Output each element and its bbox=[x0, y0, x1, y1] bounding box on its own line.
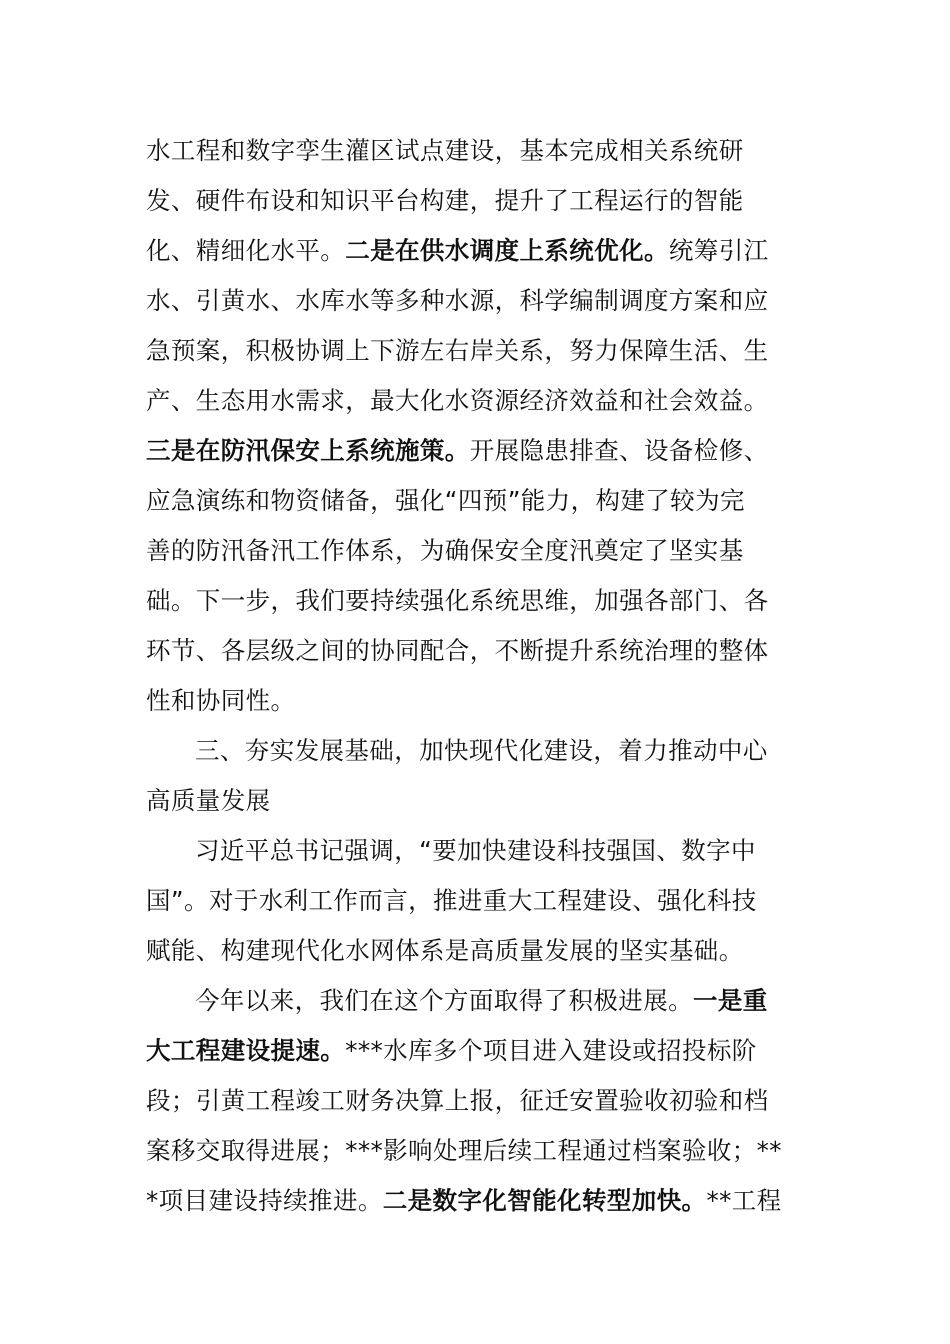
section-heading-line: 高质量发展 bbox=[146, 786, 271, 815]
text-line: 产、生态用水需求，最大化水资源经济效益和社会效益。 bbox=[146, 386, 769, 415]
bold-heading: 大工程建设提速。 bbox=[146, 1036, 346, 1065]
text-line: 段；引黄工程竣工财务决算上报，征迁安置验收初验和档 bbox=[146, 1086, 769, 1115]
text-line: 赋能、构建现代化水网体系是高质量发展的坚实基础。 bbox=[146, 936, 744, 965]
text-line: 应急演练和物资储备，强化“四预”能力，构建了较为完 bbox=[146, 486, 745, 515]
text-line: 发、硬件布设和知识平台构建，提升了工程运行的智能 bbox=[146, 186, 744, 215]
text-line: 大工程建设提速。***水库多个项目进入建设或招投标阶 bbox=[146, 1036, 757, 1065]
text-line: 水、引黄水、水库水等多种水源，科学编制调度方案和应 bbox=[146, 286, 769, 315]
text-line: 国”。对于水利工作而言，推进重大工程建设、强化科技 bbox=[146, 886, 757, 915]
bold-heading: 三是在防汛保安上系统施策。 bbox=[146, 436, 470, 465]
bold-heading: 一是重 bbox=[693, 986, 768, 1015]
text-line: 础。下一步，我们要持续强化系统思维，加强各部门、各 bbox=[146, 586, 769, 615]
text-line: 性和协同性。 bbox=[146, 686, 296, 715]
section-heading-line: 三、夯实发展基础，加快现代化建设，着力推动中心 bbox=[195, 736, 768, 765]
text-line: 善的防汛备汛工作体系，为确保安全度汛奠定了坚实基 bbox=[146, 536, 744, 565]
text-line: 三是在防汛保安上系统施策。开展隐患排查、设备检修、 bbox=[146, 436, 769, 465]
text-line: 环节、各层级之间的协同配合，不断提升系统治理的整体 bbox=[146, 636, 769, 665]
text-line: 化、精细化水平。二是在供水调度上系统优化。统筹引江 bbox=[146, 236, 769, 265]
text-line: *项目建设持续推进。二是数字化智能化转型加快。**工程 bbox=[146, 1186, 782, 1215]
text-line: 习近平总书记强调，“要加快建设科技强国、数字中 bbox=[195, 836, 756, 865]
bold-heading: 二是在供水调度上系统优化。 bbox=[345, 236, 669, 265]
text-line: 水工程和数字孪生灌区试点建设，基本完成相关系统研 bbox=[146, 136, 744, 165]
text-line: 案移交取得进展；***影响处理后续工程通过档案验收；** bbox=[146, 1136, 782, 1165]
bold-heading: 二是数字化智能化转型加快。 bbox=[382, 1186, 707, 1215]
text-line: 今年以来，我们在这个方面取得了积极进展。一是重 bbox=[195, 986, 768, 1015]
text-line: 急预案，积极协调上下游左右岸关系，努力保障生活、生 bbox=[146, 336, 769, 365]
